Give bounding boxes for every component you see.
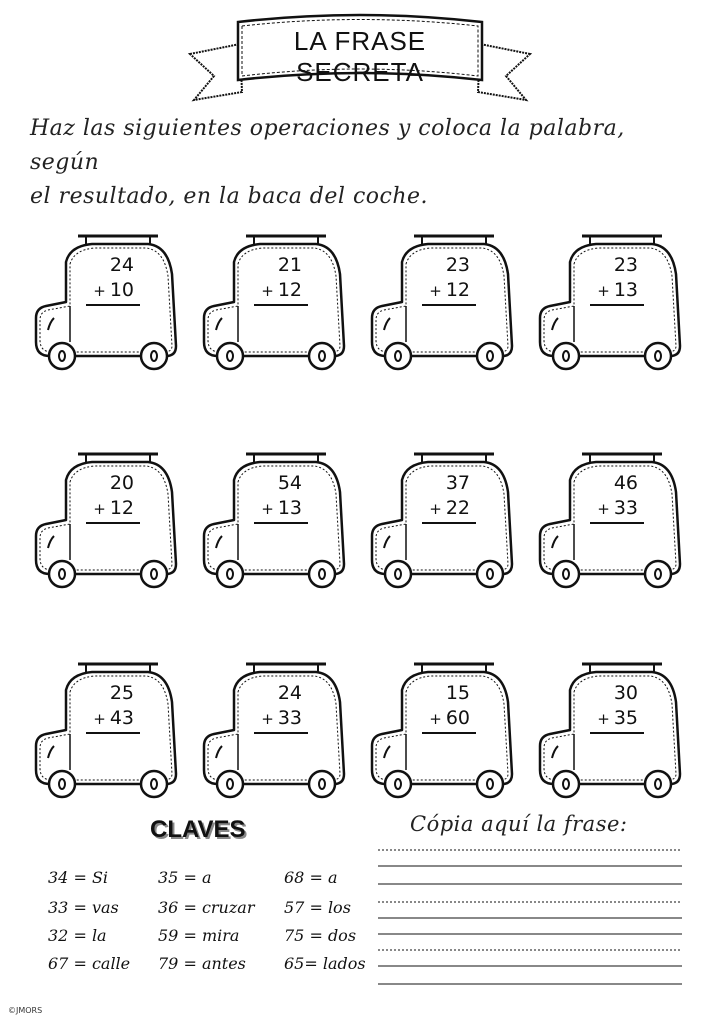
sum-line xyxy=(422,304,476,306)
plus-sign: + xyxy=(597,282,610,300)
addend-bottom-row xyxy=(78,706,148,730)
addition-problem xyxy=(78,680,148,730)
sum-line xyxy=(590,732,644,734)
sum-line xyxy=(86,304,140,306)
addend-top: 15 xyxy=(445,682,470,704)
sum-line xyxy=(254,522,308,524)
addend-top: 23 xyxy=(613,254,638,276)
addend-bottom: 12 xyxy=(109,497,134,519)
addend-bottom-row xyxy=(414,706,484,730)
car-exercise xyxy=(362,440,522,590)
addend-bottom-row xyxy=(78,278,148,302)
addend-bottom: 60 xyxy=(445,707,470,729)
copy-label: Cópia aquí la frase: xyxy=(410,812,628,836)
addend-top: 20 xyxy=(109,472,134,494)
addition-problem xyxy=(414,252,484,302)
plus-sign: + xyxy=(93,500,106,518)
key-entry: 35 = a xyxy=(158,868,212,887)
key-entry: 33 = vas xyxy=(48,898,119,917)
addition-problem xyxy=(414,680,484,730)
sum-line xyxy=(254,732,308,734)
addend-top: 54 xyxy=(277,472,302,494)
plus-sign: + xyxy=(261,710,274,728)
instructions-line-2: el resultado, en la baca del coche. xyxy=(30,184,429,209)
addend-top: 37 xyxy=(445,472,470,494)
addend-bottom: 12 xyxy=(277,279,302,301)
addition-problem xyxy=(246,252,316,302)
claves-title: CLAVES xyxy=(150,816,246,843)
plus-sign: + xyxy=(597,710,610,728)
addend-bottom-row xyxy=(246,706,316,730)
addend-top: 24 xyxy=(277,682,302,704)
instructions-line-1: Haz las siguientes operaciones y coloca la palabra, según xyxy=(30,116,625,175)
addition-problem xyxy=(246,680,316,730)
key-entry: 75 = dos xyxy=(284,926,357,945)
sum-line xyxy=(254,304,308,306)
instructions xyxy=(30,112,700,214)
addend-bottom-row xyxy=(246,496,316,520)
car-exercise xyxy=(530,222,690,372)
addend-top: 25 xyxy=(109,682,134,704)
key-entry: 57 = los xyxy=(284,898,351,917)
addend-top: 23 xyxy=(445,254,470,276)
car-exercise xyxy=(194,650,354,800)
key-entry: 36 = cruzar xyxy=(158,898,255,917)
addend-bottom: 22 xyxy=(445,497,470,519)
sum-line xyxy=(86,522,140,524)
key-entry: 59 = mira xyxy=(158,926,240,945)
addition-problem xyxy=(582,470,652,520)
plus-sign: + xyxy=(429,710,442,728)
addend-top: 46 xyxy=(613,472,638,494)
page-title: LA FRASE SECRETA xyxy=(293,26,427,87)
addend-bottom-row xyxy=(78,496,148,520)
sum-line xyxy=(422,522,476,524)
addend-bottom-row xyxy=(582,496,652,520)
plus-sign: + xyxy=(429,282,442,300)
addend-bottom-row xyxy=(582,278,652,302)
writing-lines-icon xyxy=(378,848,682,988)
plus-sign: + xyxy=(429,500,442,518)
addition-problem xyxy=(582,252,652,302)
sum-line xyxy=(590,304,644,306)
addend-bottom: 10 xyxy=(109,279,134,301)
key-entry: 67 = calle xyxy=(48,954,131,973)
key-entry: 65= lados xyxy=(284,954,366,973)
car-exercise xyxy=(26,650,186,800)
car-exercise xyxy=(26,222,186,372)
plus-sign: + xyxy=(261,282,274,300)
sum-line xyxy=(590,522,644,524)
addition-problem xyxy=(414,470,484,520)
addend-bottom: 33 xyxy=(277,707,302,729)
answer-writing-area[interactable] xyxy=(378,848,682,988)
addend-top: 21 xyxy=(277,254,302,276)
addend-bottom: 33 xyxy=(613,497,638,519)
car-exercise xyxy=(530,440,690,590)
addition-problem xyxy=(246,470,316,520)
addend-bottom: 13 xyxy=(277,497,302,519)
addend-bottom: 13 xyxy=(613,279,638,301)
addend-bottom: 12 xyxy=(445,279,470,301)
sum-line xyxy=(422,732,476,734)
addend-top: 30 xyxy=(613,682,638,704)
addend-bottom-row xyxy=(414,496,484,520)
plus-sign: + xyxy=(93,282,106,300)
car-exercise xyxy=(26,440,186,590)
car-exercise xyxy=(362,222,522,372)
car-exercise xyxy=(530,650,690,800)
key-entry: 79 = antes xyxy=(158,954,246,973)
footer-credit: ©JMORS xyxy=(8,1006,43,1015)
addend-bottom: 43 xyxy=(109,707,134,729)
addition-problem xyxy=(78,252,148,302)
plus-sign: + xyxy=(93,710,106,728)
sum-line xyxy=(86,732,140,734)
addend-bottom-row xyxy=(414,278,484,302)
addition-problem xyxy=(78,470,148,520)
car-exercise xyxy=(362,650,522,800)
car-exercise xyxy=(194,222,354,372)
car-exercise xyxy=(194,440,354,590)
key-entry: 32 = la xyxy=(48,926,107,945)
addend-bottom: 35 xyxy=(613,707,638,729)
addend-bottom-row xyxy=(582,706,652,730)
key-entry: 68 = a xyxy=(284,868,338,887)
plus-sign: + xyxy=(597,500,610,518)
addend-top: 24 xyxy=(109,254,134,276)
addend-bottom-row xyxy=(246,278,316,302)
addition-problem xyxy=(582,680,652,730)
key-entry: 34 = Si xyxy=(48,868,109,887)
plus-sign: + xyxy=(261,500,274,518)
